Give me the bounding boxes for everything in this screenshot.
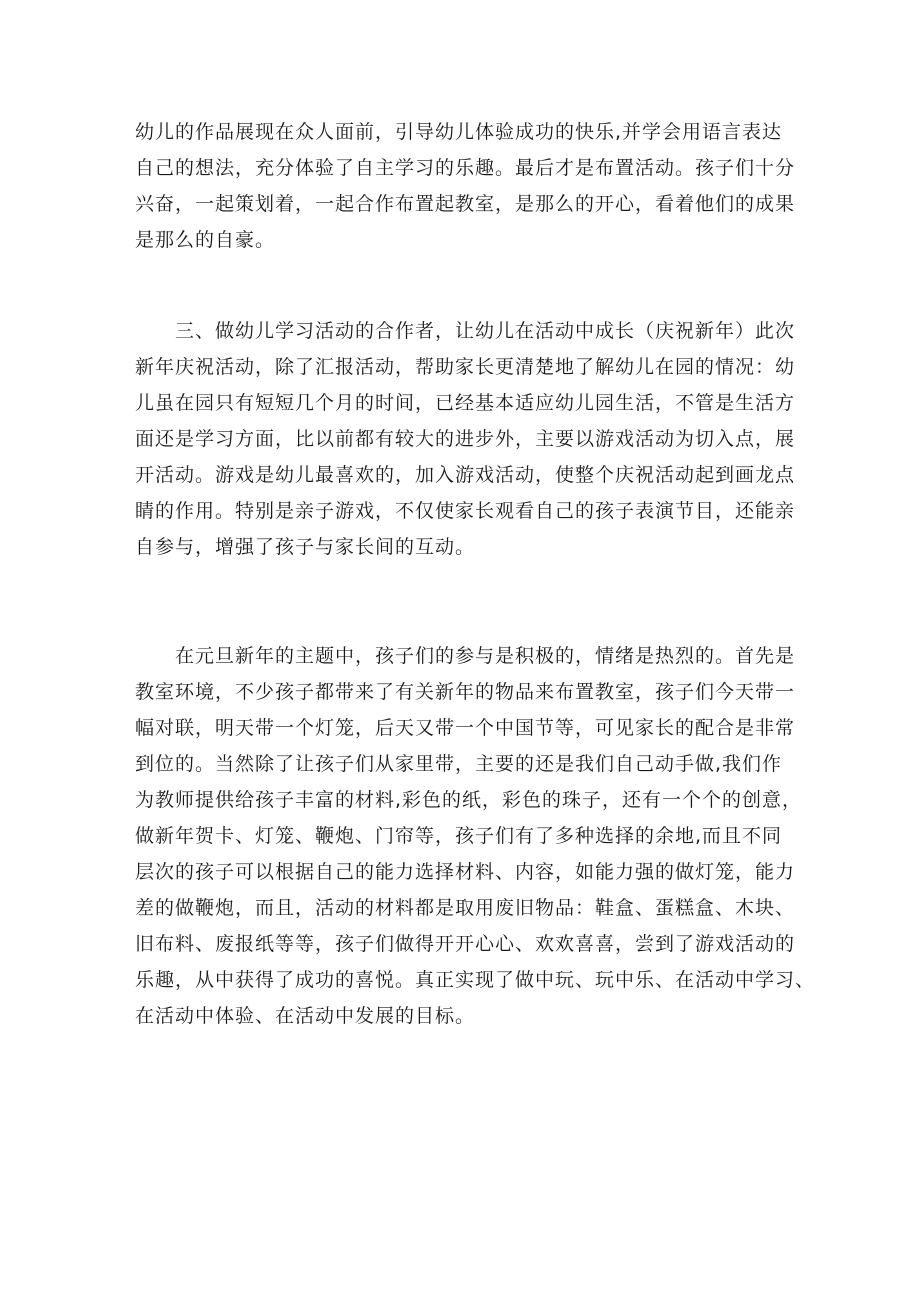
paragraph-line: 差的做鞭炮，而且，活动的材料都是取用废旧物品：鞋盒、蛋糕盒、木块、 xyxy=(135,897,796,919)
paragraph-line: 教室环境，不少孩子都带来了有关新年的物品来布置教室，孩子们今天带一 xyxy=(135,681,796,703)
paragraph-2 xyxy=(135,313,795,565)
paragraph-line: 幼儿的作品展现在众人面前，引导幼儿体验成功的快乐,并学会用语言表达 xyxy=(135,121,783,143)
paragraph-3 xyxy=(135,638,816,1034)
paragraph-line: 自己的想法，充分体验了自主学习的乐趣。最后才是布置活动。孩子们十分 xyxy=(135,157,796,179)
paragraph-line: 兴奋，一起策划着，一起合作布置起教室，是那么的开心，看着他们的成果 xyxy=(135,193,796,215)
paragraph-line: 做新年贺卡、灯笼、鞭炮、门帘等，孩子们有了多种选择的余地,而且不同 xyxy=(135,825,783,847)
paragraph-line: 开活动。游戏是幼儿最喜欢的，加入游戏活动，使整个庆祝活动起到画龙点 xyxy=(135,464,796,486)
paragraph-line: 在活动中体验、在活动中发展的目标。 xyxy=(135,1005,476,1027)
paragraph-line: 层次的孩子可以根据自己的能力选择材料、内容，如能力强的做灯笼，能力 xyxy=(135,861,796,883)
paragraph-line: 三、做幼儿学习活动的合作者，让幼儿在活动中成长（庆祝新年）此次 xyxy=(135,320,796,342)
paragraph-line: 为教师提供给孩子丰富的材料,彩色的纸，彩色的珠子，还有一个个的创意， xyxy=(135,789,803,811)
paragraph-line: 睛的作用。特别是亲子游戏，不仅使家长观看自己的孩子表演节目，还能亲 xyxy=(135,500,796,522)
paragraph-line: 面还是学习方面，比以前都有较大的进步外，主要以游戏活动为切入点，展 xyxy=(135,428,796,450)
paragraph-line: 乐趣，从中获得了成功的喜悦。真正实现了做中玩、玩中乐、在活动中学习、 xyxy=(135,969,816,991)
paragraph-line: 旧布料、废报纸等等，孩子们做得开开心心、欢欢喜喜，尝到了游戏活动的 xyxy=(135,933,796,955)
paragraph-line: 自参与，增强了孩子与家长间的互动。 xyxy=(135,536,476,558)
paragraph-line: 到位的。当然除了让孩子们从家里带，主要的还是我们自己动手做,我们作 xyxy=(135,753,783,775)
paragraph-line: 是那么的自豪。 xyxy=(135,229,276,251)
paragraph-line: 幅对联，明天带一个灯笼，后天又带一个中国节等，可见家长的配合是非常 xyxy=(135,717,796,739)
paragraph-line: 新年庆祝活动，除了汇报活动，帮助家长更清楚地了解幼儿在园的情况：幼 xyxy=(135,356,796,378)
paragraph-1 xyxy=(135,114,795,258)
paragraph-line: 在元旦新年的主题中，孩子们的参与是积极的，情绪是热烈的。首先是 xyxy=(135,645,796,667)
paragraph-line: 儿虽在园只有短短几个月的时间，已经基本适应幼儿园生活，不管是生活方 xyxy=(135,392,796,414)
